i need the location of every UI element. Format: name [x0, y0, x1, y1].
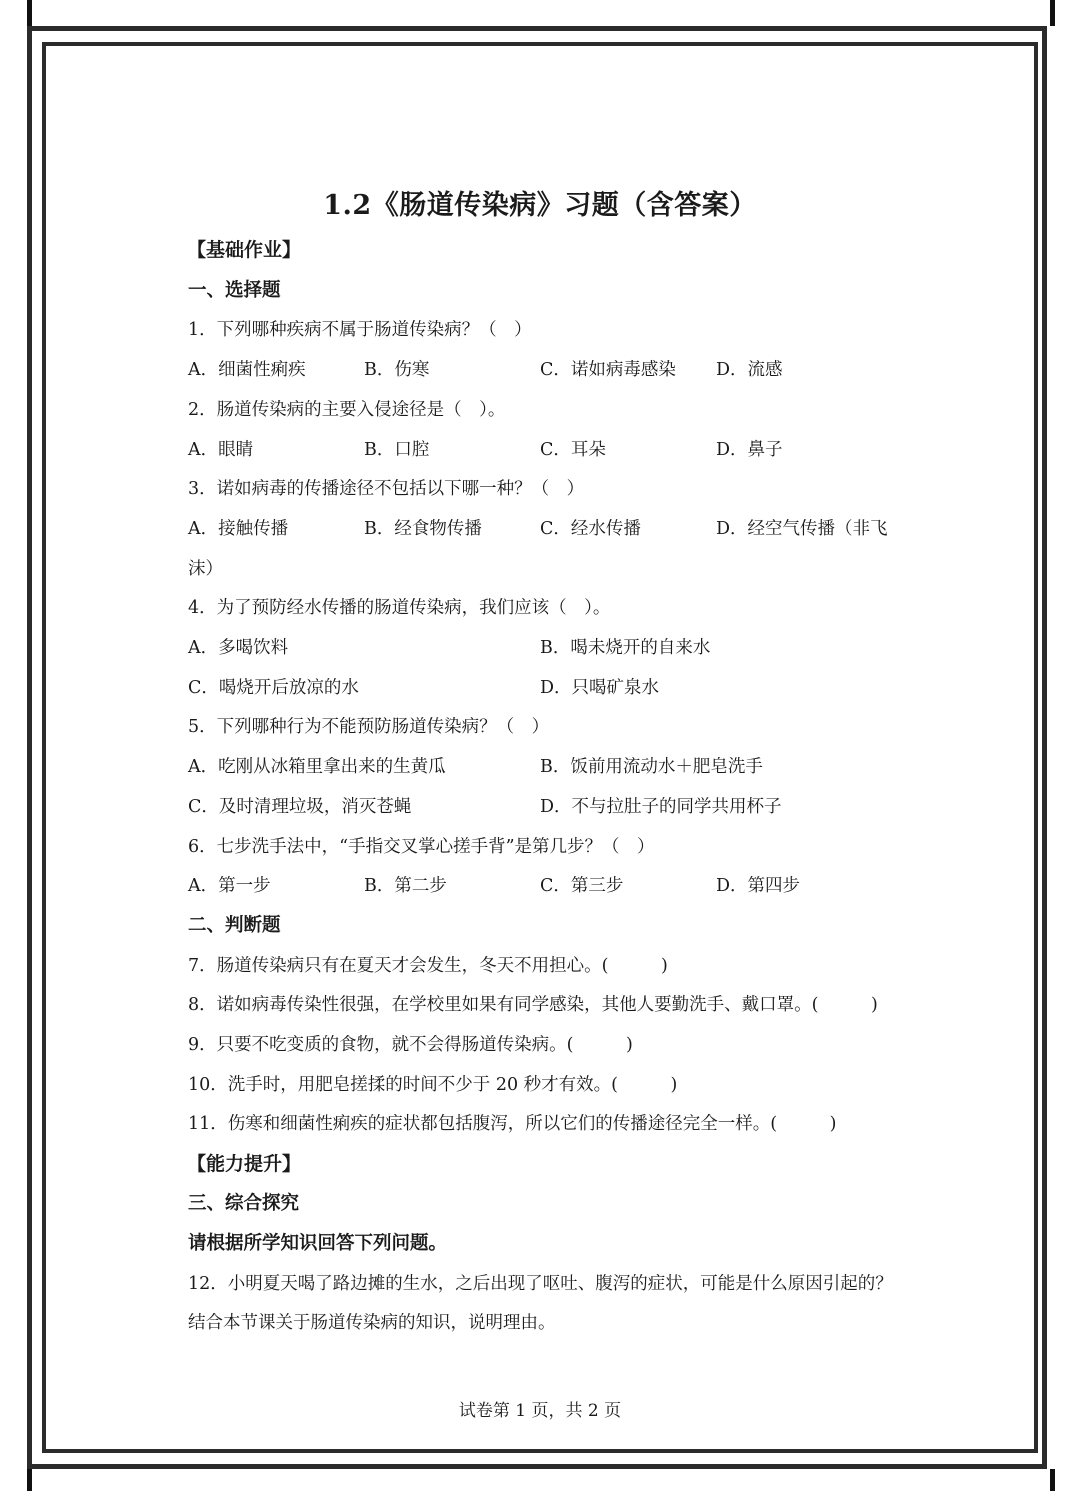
- section-basic: 【基础作业】: [187, 239, 302, 261]
- q5-option-c: C．及时清理垃圾，消灭苍蝇: [188, 797, 412, 817]
- page-title: 1.2《肠道传染病》习题（含答案）: [323, 190, 757, 221]
- instruction: 请根据所学知识回答下列问题。: [188, 1233, 448, 1254]
- q2-option-d: D．鼻子: [716, 440, 783, 460]
- q5-option-b: B．饭前用流动水＋肥皂洗手: [540, 757, 763, 777]
- page-footer: 试卷第 1 页，共 2 页: [458, 1401, 622, 1421]
- q5-option-d: D．不与拉肚子的同学共用杯子: [540, 797, 782, 817]
- q1-option-b: B．伤寒: [364, 360, 430, 380]
- q1-option-c: C．诺如病毒感染: [540, 360, 676, 380]
- corner-mark-top-left: [27, 0, 32, 26]
- q3-option-a: A．接触传播: [188, 519, 289, 539]
- question-6: 6．七步洗手法中，“手指交叉掌心搓手背”是第几步？（ ）: [188, 837, 655, 857]
- part1-heading: 一、选择题: [188, 280, 281, 301]
- q6-option-a: A．第一步: [188, 876, 271, 896]
- q4-option-a: A．多喝饮料: [188, 638, 289, 658]
- question-12-line-2: 结合本节课关于肠道传染病的知识，说明理由。: [188, 1313, 556, 1333]
- q1-option-a: A．细菌性痢疾: [188, 360, 306, 380]
- q4-option-d: D．只喝矿泉水: [540, 678, 660, 698]
- question-12-line-1: 12．小明夏天喝了路边摊的生水，之后出现了呕吐、腹泻的症状，可能是什么原因引起的？: [188, 1274, 893, 1294]
- q6-option-b: B．第二步: [364, 876, 447, 896]
- question-2: 2．肠道传染病的主要入侵途径是（ ）。: [188, 400, 506, 420]
- corner-mark-bottom-right: [1050, 1469, 1055, 1491]
- question-1: 1．下列哪种疾病不属于肠道传染病？（ ）: [188, 320, 532, 340]
- q3-option-d-continued: 沫）: [188, 559, 223, 579]
- question-3: 3．诺如病毒的传播途径不包括以下哪一种？（ ）: [188, 479, 585, 499]
- question-4: 4．为了预防经水传播的肠道传染病，我们应该（ ）。: [188, 598, 611, 618]
- q6-option-c: C．第三步: [540, 876, 624, 896]
- q2-option-a: A．眼睛: [188, 440, 254, 460]
- q4-option-c: C．喝烧开后放凉的水: [188, 678, 359, 698]
- part2-heading: 二、判断题: [188, 915, 281, 936]
- q4-option-b: B．喝未烧开的自来水: [540, 638, 711, 658]
- section-advanced: 【能力提升】: [187, 1153, 302, 1175]
- q5-option-a: A．吃刚从冰箱里拿出来的生黄瓜: [188, 757, 446, 777]
- q3-option-c: C．经水传播: [540, 519, 641, 539]
- corner-mark-bottom-left: [27, 1469, 32, 1491]
- question-10: 10．洗手时，用肥皂搓揉的时间不少于 20 秒才有效。( ): [188, 1075, 678, 1095]
- question-7: 7．肠道传染病只有在夏天才会发生，冬天不用担心。( ): [188, 956, 668, 976]
- q3-option-d: D．经空气传播（非飞: [716, 519, 888, 539]
- q6-option-d: D．第四步: [716, 876, 801, 896]
- question-9: 9．只要不吃变质的食物，就不会得肠道传染病。( ): [188, 1035, 633, 1055]
- corner-mark-top-right: [1050, 0, 1055, 26]
- question-8: 8．诺如病毒传染性很强，在学校里如果有同学感染，其他人要勤洗手、戴口罩。( ): [188, 995, 878, 1015]
- q2-option-c: C．耳朵: [540, 440, 606, 460]
- question-11: 11．伤寒和细菌性痢疾的症状都包括腹泻，所以它们的传播途径完全一样。( ): [188, 1114, 837, 1134]
- question-5: 5．下列哪种行为不能预防肠道传染病？（ ）: [188, 717, 550, 737]
- q3-option-b: B．经食物传播: [364, 519, 482, 539]
- q2-option-b: B．口腔: [364, 440, 430, 460]
- q1-option-d: D．流感: [716, 360, 783, 380]
- part3-heading: 三、综合探究: [188, 1193, 300, 1214]
